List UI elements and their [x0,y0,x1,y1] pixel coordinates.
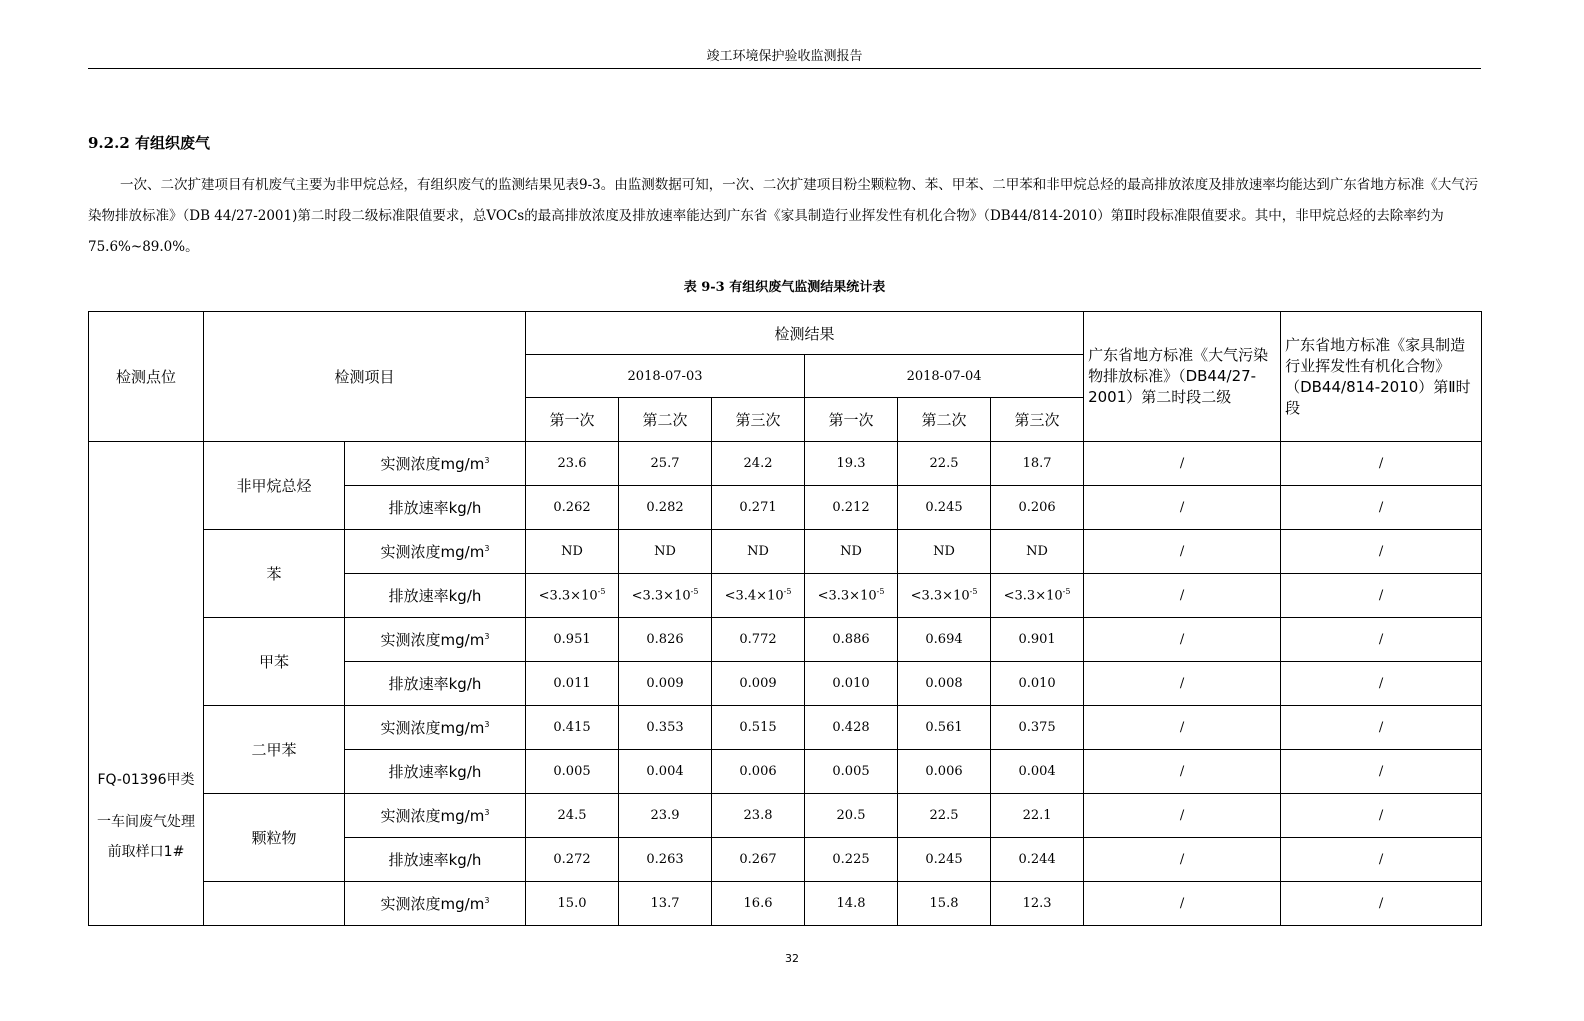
conc-value: 0.826 [619,618,712,662]
pollutant-name: 甲苯 [204,618,345,706]
rate-value: 0.011 [526,662,619,706]
rate-value: 0.244 [991,838,1084,882]
conc-value: 20.5 [805,794,898,838]
sampling-point [89,442,204,926]
standard-2-value: / [1281,486,1482,530]
conc-value: ND [805,530,898,574]
rate-value: 0.004 [991,750,1084,794]
conc-value: ND [991,530,1084,574]
conc-value: 25.7 [619,442,712,486]
rate-value: $<3.3\times 10^{-5}$ [526,574,619,618]
rate-value: 0.206 [991,486,1084,530]
rate-label: 排放速率kg/h [345,750,526,794]
conc-value: ND [526,530,619,574]
rate-value: 0.263 [619,838,712,882]
table-row [89,442,1482,486]
conc-value: 22.1 [991,794,1084,838]
rate-value: 0.245 [898,486,991,530]
pollutant-name: 二甲苯 [204,706,345,794]
conc-value: 0.375 [991,706,1084,750]
standard-1-value: / [1084,530,1281,574]
standard-2-value: / [1281,794,1482,838]
rate-value: 0.262 [526,486,619,530]
standard-1-value: / [1084,662,1281,706]
conc-value: 0.561 [898,706,991,750]
rate-value: $<3.3\times 10^{-5}$ [805,574,898,618]
table-row [89,706,1482,750]
conc-value: 0.515 [712,706,805,750]
rate-value: 0.009 [712,662,805,706]
rate-label: 排放速率kg/h [345,662,526,706]
header-date-1: 2018-07-03 [526,355,805,398]
conc-value: 0.415 [526,706,619,750]
rate-value: 0.212 [805,486,898,530]
conc-value: 19.3 [805,442,898,486]
rate-value: 0.004 [619,750,712,794]
conc-value: 15.8 [898,882,991,926]
page-header: 竣工环境保护验收监测报告 [88,46,1481,69]
rate-value: 0.272 [526,838,619,882]
conc-label: 实测浓度$mg/m^3$ [345,882,526,926]
standard-2-value: / [1281,662,1482,706]
standard-2-value: / [1281,618,1482,662]
conc-label: 实测浓度$mg/m^3$ [345,530,526,574]
header-item: 检测项目 [204,312,526,442]
header-standard-1: 广东省地方标准《大气污染物排放标准》（DB44/27-2001）第二时段二级 [1084,312,1281,442]
standard-2-value: / [1281,838,1482,882]
conc-label: 实测浓度$mg/m^3$ [345,794,526,838]
standard-1-value: / [1084,618,1281,662]
conc-value: 13.7 [619,882,712,926]
rate-value: 0.005 [526,750,619,794]
rate-value: 0.010 [805,662,898,706]
rate-label: 排放速率kg/h [345,574,526,618]
header-run-3: 第三次 [712,398,805,442]
rate-label: 排放速率kg/h [345,838,526,882]
table-row [89,530,1482,574]
standard-1-value: / [1084,442,1281,486]
conc-label: 实测浓度$mg/m^3$ [345,706,526,750]
rate-value: $<3.4\times 10^{-5}$ [712,574,805,618]
conc-value: 0.694 [898,618,991,662]
conc-value: 23.9 [619,794,712,838]
header-results: 检测结果 [526,312,1084,355]
point-line-1: FQ-01396甲类 [97,772,195,788]
conc-value: 14.8 [805,882,898,926]
page-number: 32 [785,952,799,965]
header-standard-2: 广东省地方标准《家具制造行业挥发性有机化合物》（DB44/814-2010）第Ⅱ时段 [1281,312,1482,442]
rate-value: $<3.3\times 10^{-5}$ [898,574,991,618]
conc-value: 16.6 [712,882,805,926]
standard-2-value: / [1281,750,1482,794]
header-run-2: 第二次 [619,398,712,442]
pollutant-name [204,882,345,926]
standard-1-value: / [1084,794,1281,838]
conc-label: 实测浓度$mg/m^3$ [345,618,526,662]
conc-value: 15.0 [526,882,619,926]
monitoring-results-table [88,311,1482,926]
rate-value: 0.267 [712,838,805,882]
rate-value: 0.008 [898,662,991,706]
rate-value: 0.009 [619,662,712,706]
conc-value: 0.353 [619,706,712,750]
standard-1-value: / [1084,838,1281,882]
header-run-1: 第一次 [805,398,898,442]
conc-value: 0.951 [526,618,619,662]
header-point: 检测点位 [89,312,204,442]
conc-value: 24.5 [526,794,619,838]
conc-label: 实测浓度$mg/m^3$ [345,442,526,486]
conc-value: ND [898,530,991,574]
table-row [89,794,1482,838]
pollutant-name: 颗粒物 [204,794,345,882]
header-date-2: 2018-07-04 [805,355,1084,398]
conc-value: 12.3 [991,882,1084,926]
rate-value: $<3.3\times 10^{-5}$ [991,574,1084,618]
conc-value: 18.7 [991,442,1084,486]
body-paragraph: 一次、二次扩建项目有机废气主要为非甲烷总烃，有组织废气的监测结果见表9-3。由监测数据可知，一次、二次扩建项目粉尘颗粒物、苯、甲苯、二甲苯和非甲烷总烃的最高排放浓度及排放速率均能达到广东省地方标准《大气污染物排放标准》（DB 44/27-2001)第二时段二级标准限值要求，总VOCs的最高排放浓度及排放速率能达到广东省《家具制造行业挥发性有机化合物》（DB44/814-2010）第Ⅱ时段标准限值要求。其中，非甲烷总烃的去除率约为75.6%~89.0%。 [88,177,1479,255]
table-row [89,882,1482,926]
rate-value: 0.005 [805,750,898,794]
rate-value: 0.245 [898,838,991,882]
header-run-1: 第一次 [526,398,619,442]
conc-value: 0.772 [712,618,805,662]
rate-value: 0.010 [991,662,1084,706]
table-title: 表 9-3 有组织废气监测结果统计表 [683,280,886,295]
standard-1-value: / [1084,706,1281,750]
standard-2-value: / [1281,530,1482,574]
standard-2-value: / [1281,442,1482,486]
standard-2-value: / [1281,706,1482,750]
conc-value: 0.428 [805,706,898,750]
rate-value: 0.006 [712,750,805,794]
conc-value: 22.5 [898,442,991,486]
conc-value: 22.5 [898,794,991,838]
standard-2-value: / [1281,882,1482,926]
conc-value: 0.901 [991,618,1084,662]
rate-value: 0.282 [619,486,712,530]
conc-value: 23.8 [712,794,805,838]
pollutant-name: 非甲烷总烃 [204,442,345,530]
rate-value: 0.225 [805,838,898,882]
standard-1-value: / [1084,882,1281,926]
conc-value: ND [712,530,805,574]
header-run-2: 第二次 [898,398,991,442]
standard-1-value: / [1084,750,1281,794]
conc-value: 24.2 [712,442,805,486]
rate-value: 0.271 [712,486,805,530]
conc-value: ND [619,530,712,574]
header-run-3: 第三次 [991,398,1084,442]
pollutant-name: 苯 [204,530,345,618]
conc-value: 0.886 [805,618,898,662]
rate-value: $<3.3\times 10^{-5}$ [619,574,712,618]
table-row [89,618,1482,662]
rate-value: 0.006 [898,750,991,794]
standard-2-value: / [1281,574,1482,618]
section-title: 9.2.2 有组织废气 [88,134,210,152]
conc-value: 23.6 [526,442,619,486]
standard-1-value: / [1084,574,1281,618]
point-line-2: 一车间废气处理前取样口1# [97,814,195,860]
rate-label: 排放速率kg/h [345,486,526,530]
standard-1-value: / [1084,486,1281,530]
